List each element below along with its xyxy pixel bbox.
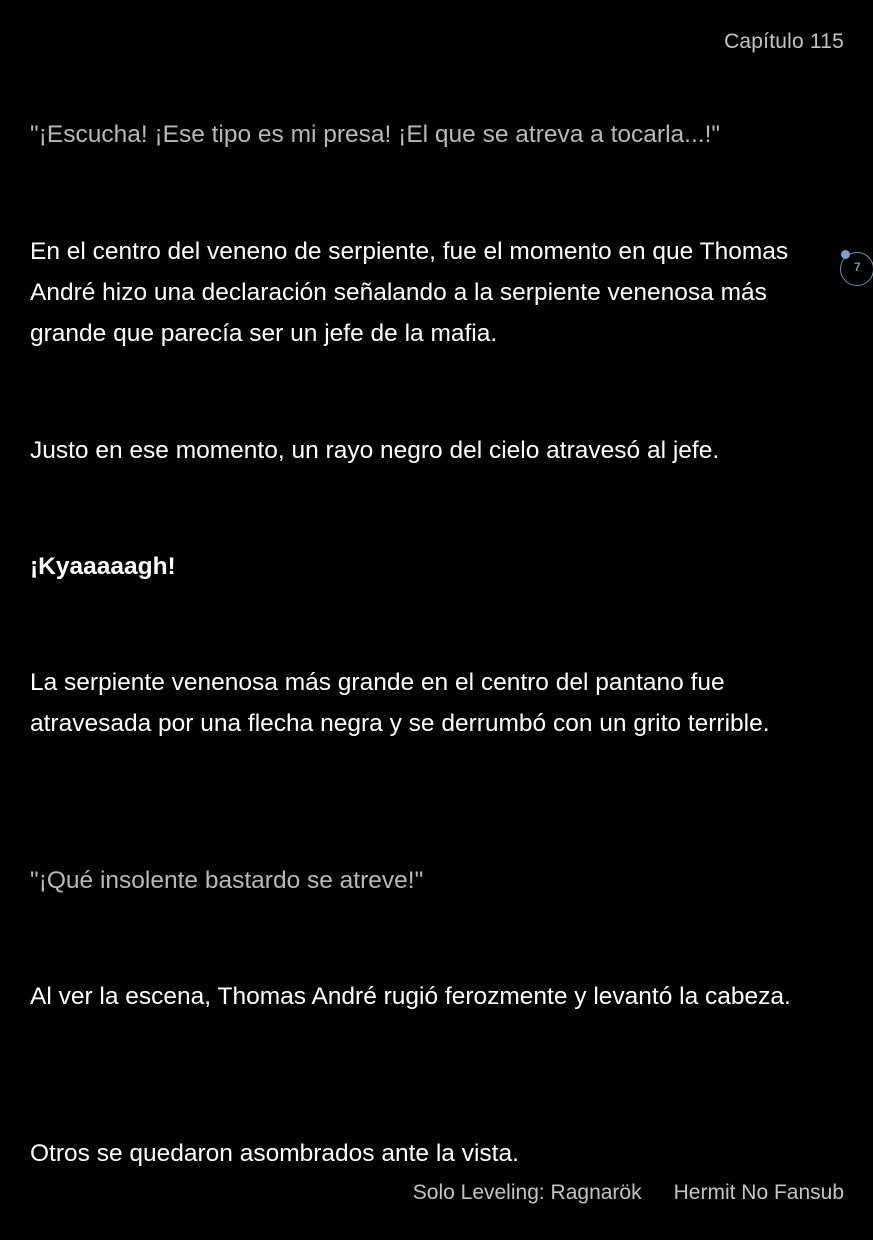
paragraph-narration: La serpiente venenosa más grande en el centro del pantano fue atravesada por una flecha negra y se derrumbó con un grito terrible.: [30, 669, 770, 737]
comment-count: 7: [854, 260, 861, 274]
paragraph-narration: Otros se quedaron asombrados ante la vista.: [30, 1140, 519, 1167]
novel-title: Solo Leveling: Ragnarök: [412, 1181, 642, 1204]
paragraph-dialogue: "¡Escucha! ¡Ese tipo es mi presa! ¡El que se atreva a tocarla...!": [30, 121, 721, 148]
comment-count-icon: [841, 250, 850, 259]
translator-credit: Hermit No Fansub: [673, 1181, 844, 1204]
paragraph-narration: Al ver la escena, Thomas André rugió ferozmente y levantó la cabeza.: [30, 983, 791, 1010]
chapter-label: Capítulo 115: [724, 30, 844, 53]
paragraph-narration: Justo en ese momento, un rayo negro del cielo atravesó al jefe.: [30, 437, 720, 464]
paragraph-narration: En el centro del veneno de serpiente, fue el momento en que Thomas André hizo una declaración señalando a la serpiente venenosa más grande que parecía ser un jefe de la mafia.: [30, 238, 789, 347]
paragraph-sound-effect: ¡Kyaaaaagh!: [30, 553, 176, 580]
page-footer: [413, 1181, 844, 1205]
paragraph-dialogue: "¡Qué insolente bastardo se atreve!": [30, 867, 424, 894]
